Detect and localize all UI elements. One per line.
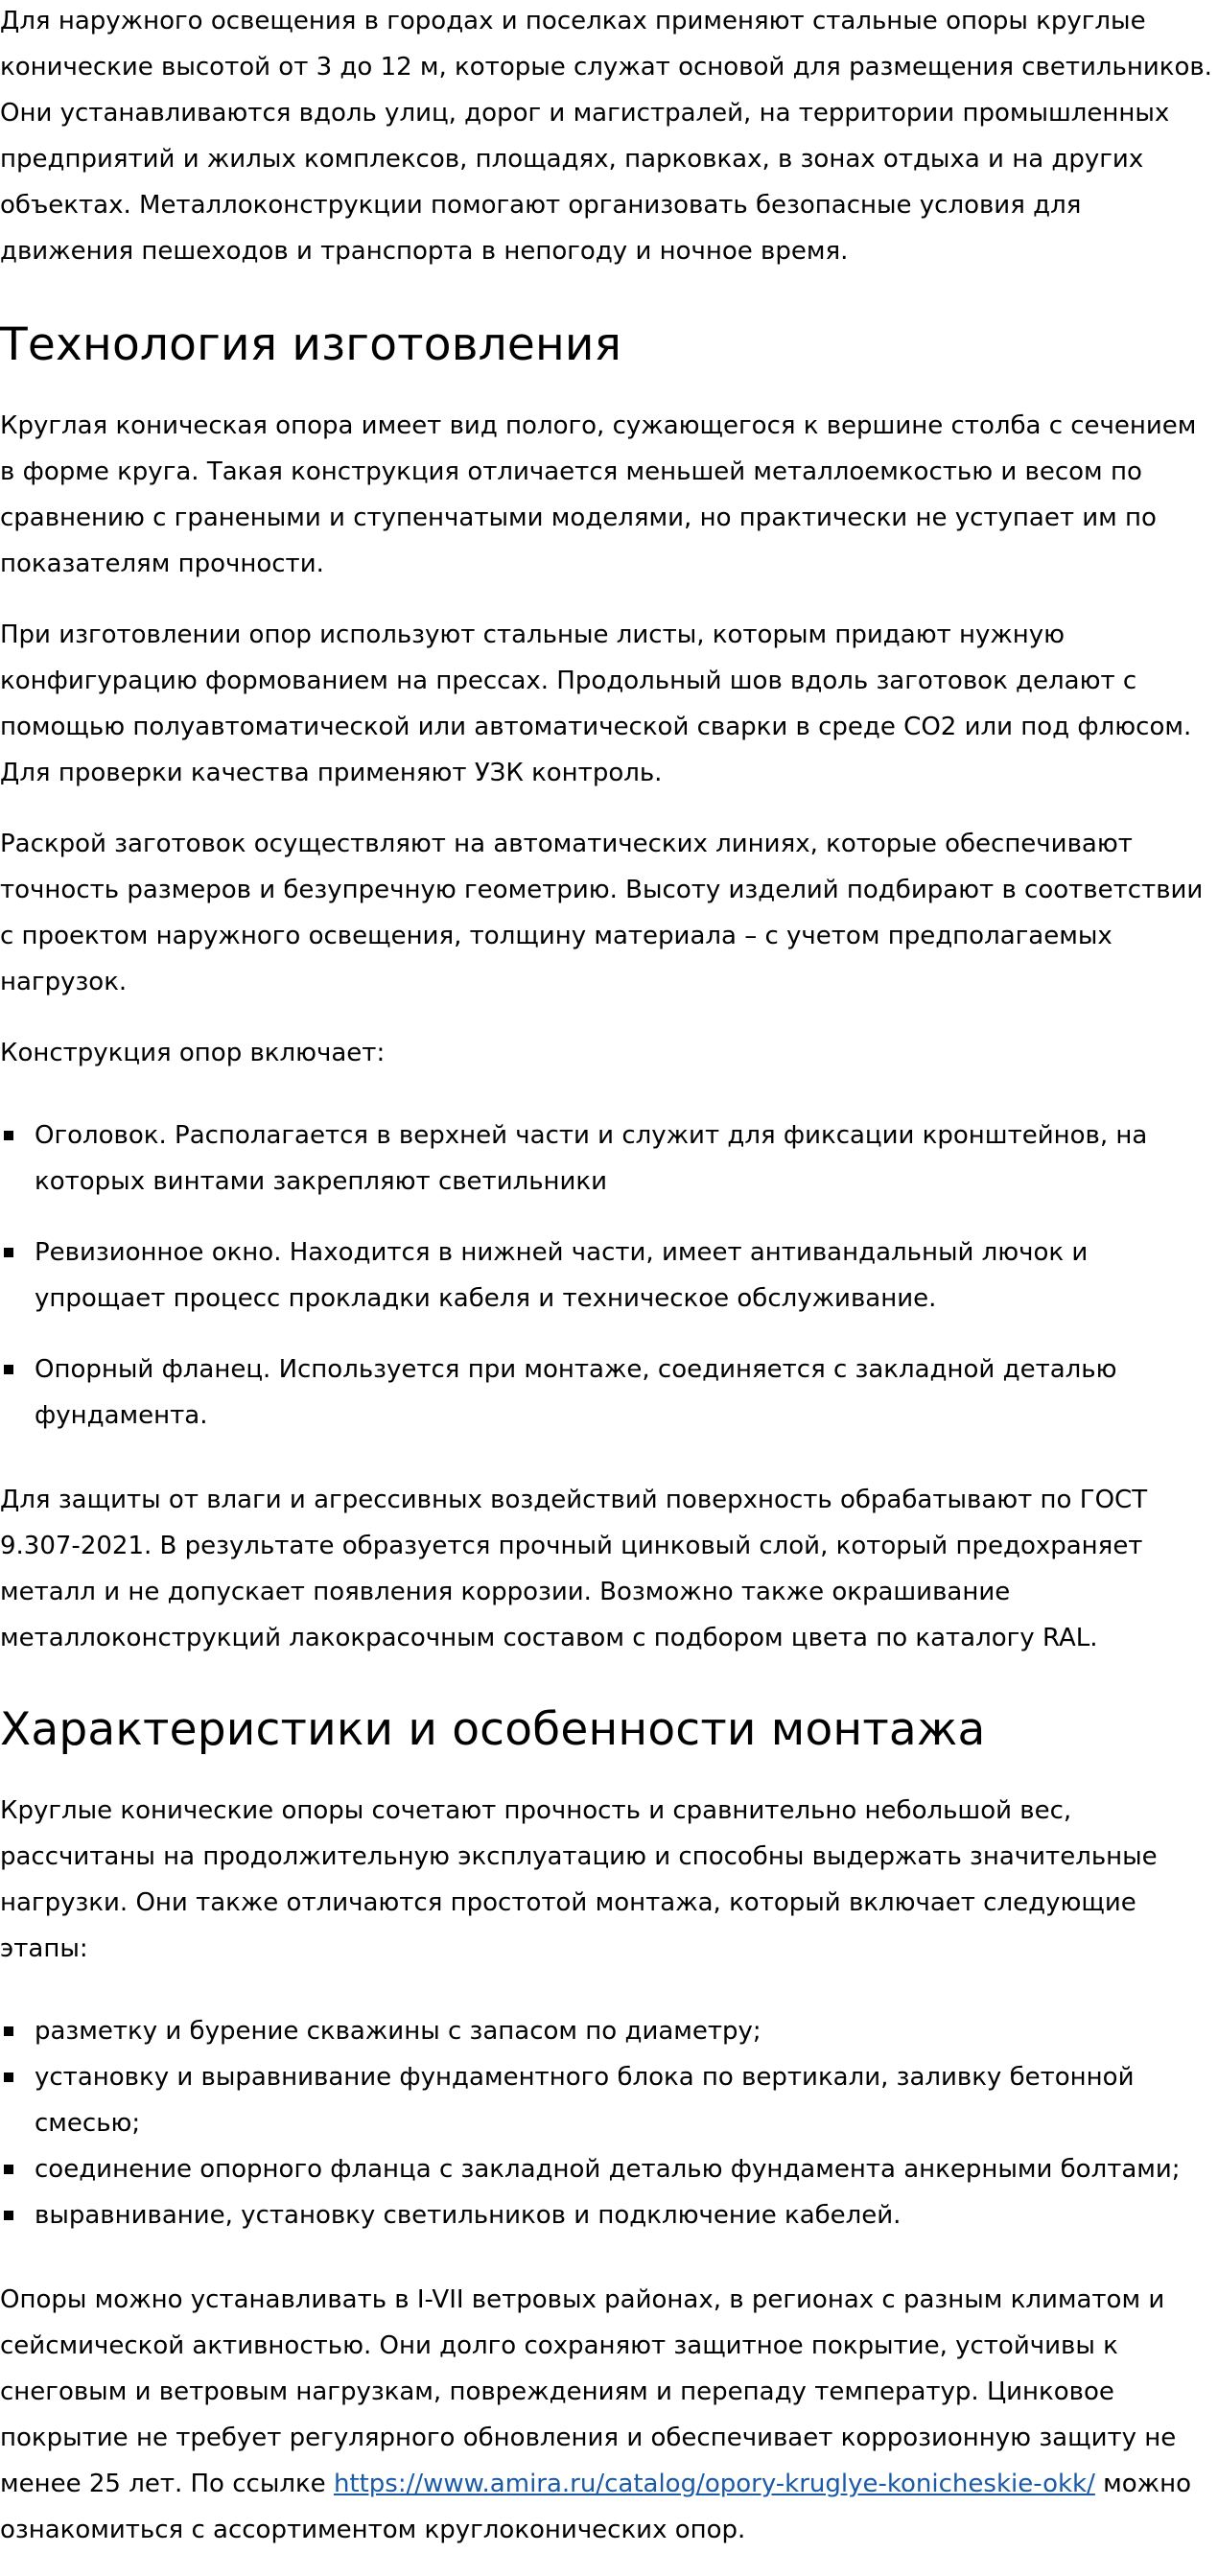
bullet-square-icon xyxy=(4,1131,13,1140)
list-item xyxy=(0,2008,1218,2054)
list-item xyxy=(0,2146,1218,2192)
bullet-square-icon xyxy=(4,1365,13,1374)
bullet-square-icon xyxy=(4,2026,13,2036)
construction-list-intro: Конструкция опор включает: xyxy=(0,1039,386,1067)
list-item xyxy=(0,1112,1218,1205)
list-item-text: Оголовок. Располагается в верхней части и служит для фиксации кронштейнов, на которых винтами закрепляют светильники xyxy=(35,1121,1148,1196)
technology-paragraph-2: При изготовлении опор используют стальные листы, которым придают нужную конфигурацию формованием на прессах. Продольный шов вдоль заготовок делают с помощью полуавтоматической или автоматической сварки в среде CO2 или под флюсом. Для проверки качества применяют УЗК контроль. xyxy=(0,621,1192,787)
list-item xyxy=(0,2192,1218,2238)
list-item-text: Ревизионное окно. Находится в нижней части, имеет антивандальный лючок и упрощает процесс прокладки кабеля и техническое обслуживание. xyxy=(35,1238,1089,1313)
bullet-square-icon xyxy=(4,1248,13,1257)
section-heading-technology: Технология изготовления xyxy=(0,318,622,371)
intro-paragraph: Для наружного освещения в городах и поселках применяют стальные опоры круглые конические высотой от 3 до 12 м, которые служат основой для размещения светильников. Они устанавливаются вдоль улиц, дорог и магистралей, на территории промышленных предприятий и жилых комплексов, площадях, парковках, в зонах отдыха и на других объектах. Металлоконструкции помогают организовать безопасные условия для движения пешеходов и транспорта в непогоду и ночное время. xyxy=(0,7,1212,266)
list-item xyxy=(0,1347,1218,1439)
technology-paragraph-4: Для защиты от влаги и агрессивных воздействий поверхность обрабатывают по ГОСТ 9.307-2021. В результате образуется прочный цинковый слой, который предохраняет металл и не допускает появления коррозии. Возможно также окрашивание металлоконструкций лакокрасочным составом с подбором цвета по каталогу RAL. xyxy=(0,1486,1148,1652)
characteristics-paragraph-1: Круглые конические опоры сочетают прочность и сравнительно небольшой вес, рассчитаны на продолжительную эксплуатацию и способны выдержать значительные нагрузки. Они также отличаются простотой монтажа, который включает следующие этапы: xyxy=(0,1796,1158,1963)
characteristics-paragraph-2 xyxy=(0,2277,1218,2553)
paragraph-text-before-link: Опоры можно устанавливать в I-VII ветровых районах, в регионах с разным климатом и сейсмической активностью. Они долго сохраняют защитное покрытие, устойчивы к снеговым и ветровым нагрузкам, повреждениям и перепаду температур. Цинковое покрытие не требует регулярного обновления и обеспечивает коррозионную защиту не менее 25 лет. По ссылке xyxy=(0,2285,1177,2498)
installation-steps-list xyxy=(0,2008,1218,2238)
technology-paragraph-1: Круглая коническая опора имеет вид полого, сужающегося к вершине столба с сечением в форме круга. Такая конструкция отличается меньшей металлоемкостью и весом по сравнению с гранеными и ступенчатыми моделями, но практически не уступает им по показателям прочности. xyxy=(0,411,1197,578)
list-item-text: выравнивание, установку светильников и подключение кабелей. xyxy=(35,2201,902,2230)
list-item xyxy=(0,1229,1218,1322)
list-item xyxy=(0,2054,1218,2146)
bullet-square-icon xyxy=(4,2165,13,2174)
bullet-square-icon xyxy=(4,2211,13,2220)
technology-paragraph-3: Раскрой заготовок осуществляют на автоматических линиях, которые обеспечивают точность размеров и безупречную геометрию. Высоту изделий подбирают в соответствии с проектом наружного освещения, толщину материала – с учетом предполагаемых нагрузок. xyxy=(0,830,1204,996)
list-item-text: разметку и бурение скважины с запасом по диаметру; xyxy=(35,2017,761,2046)
section-heading-characteristics: Характеристики и особенности монтажа xyxy=(0,1703,986,1756)
list-item-text: соединение опорного фланца с закладной деталью фундамента анкерными болтами; xyxy=(35,2155,1181,2184)
construction-list xyxy=(0,1112,1218,1439)
bullet-square-icon xyxy=(4,2073,13,2082)
catalog-link[interactable]: https://www.amira.ru/catalog/opory-kruglye-konicheskie-okk/ xyxy=(333,2470,1095,2498)
list-item-text: установку и выравнивание фундаментного блока по вертикали, заливку бетонной смесью; xyxy=(35,2063,1135,2138)
paragraph-text-after-link: можно ознакомиться с ассортиментом круглоконических опор. xyxy=(0,2470,1191,2544)
list-item-text: Опорный фланец. Используется при монтаже, соединяется с закладной деталью фундамента. xyxy=(35,1355,1117,1430)
